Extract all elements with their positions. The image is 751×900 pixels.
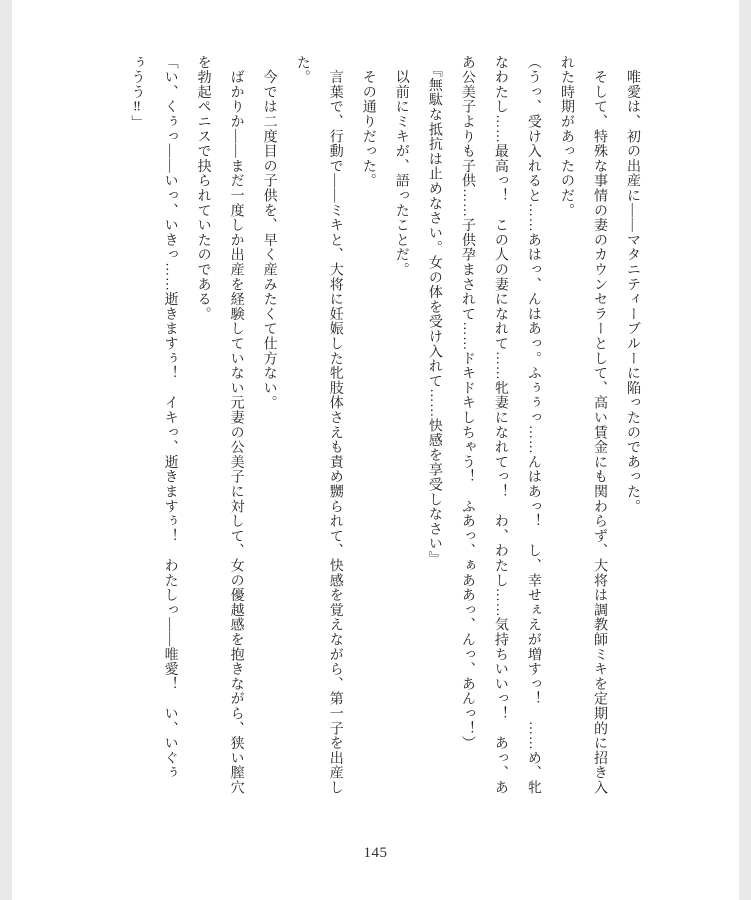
text-line: た。 bbox=[294, 55, 310, 85]
text-line: 『無駄な抵抗は止めなさい。女の体を受け入れて……快感を享受しなさい』 bbox=[426, 55, 442, 566]
text-line: その通りだった。 bbox=[360, 55, 376, 189]
text-line: （うっ、受け入れると……あはっ、んはあっ。ふぅぅっ……んはあっ！ し、幸せぇえが増すっ！ ……め、牝 bbox=[525, 55, 541, 795]
page-number: 145 bbox=[363, 845, 388, 861]
vertical-text-area bbox=[121, 55, 650, 817]
text-line: 唯愛は、初の出産に――マタニティーブルーに陥ったのであった。 bbox=[625, 55, 640, 514]
book-page bbox=[12, 0, 739, 900]
text-line: 以前にミキが、語ったことだ。 bbox=[393, 55, 409, 277]
text-line: ばかりか――まだ一度しか出産を経験していない元妻の公美子に対して、女の優越感を抱きながら、狭い膣穴 bbox=[228, 55, 244, 795]
text-line: あ公美子よりも子供……子供孕まされて……ドキドキしちゃう！ ふあっ、ぁああっ、んっ、あんっ！） bbox=[459, 55, 475, 751]
text-line: 「い、くぅっ――いっ、いきっ……逝きますぅ！ イキっ、逝きますぅ！ わたしっ――唯愛！ い、いぐぅ bbox=[162, 55, 178, 781]
text-line: ぅうう‼」 bbox=[129, 55, 145, 130]
text-line: れた時期があったのだ。 bbox=[558, 55, 574, 218]
text-line: 言葉で、行動で――ミキと、大将に妊娠した牝肢体さえも責め嬲られて、快感を覚えながら、第一子を出産し bbox=[327, 55, 343, 795]
text-line: を勃起ペニスで抉られていたのである。 bbox=[195, 55, 211, 322]
text-line: そして、特殊な事情の妻のカウンセラーとして、高い賃金にも関わらず、大将は調教師ミキを定期的に招き入 bbox=[591, 55, 607, 795]
text-line: 今では二度目の子供を、早く産みたくて仕方ない。 bbox=[261, 55, 277, 411]
text-line: なわたし……最高っ！ この人の妻になれて……牝妻になれてっ！ わ、わたし……気持ちいいっ！ あっ、あ bbox=[492, 55, 508, 795]
